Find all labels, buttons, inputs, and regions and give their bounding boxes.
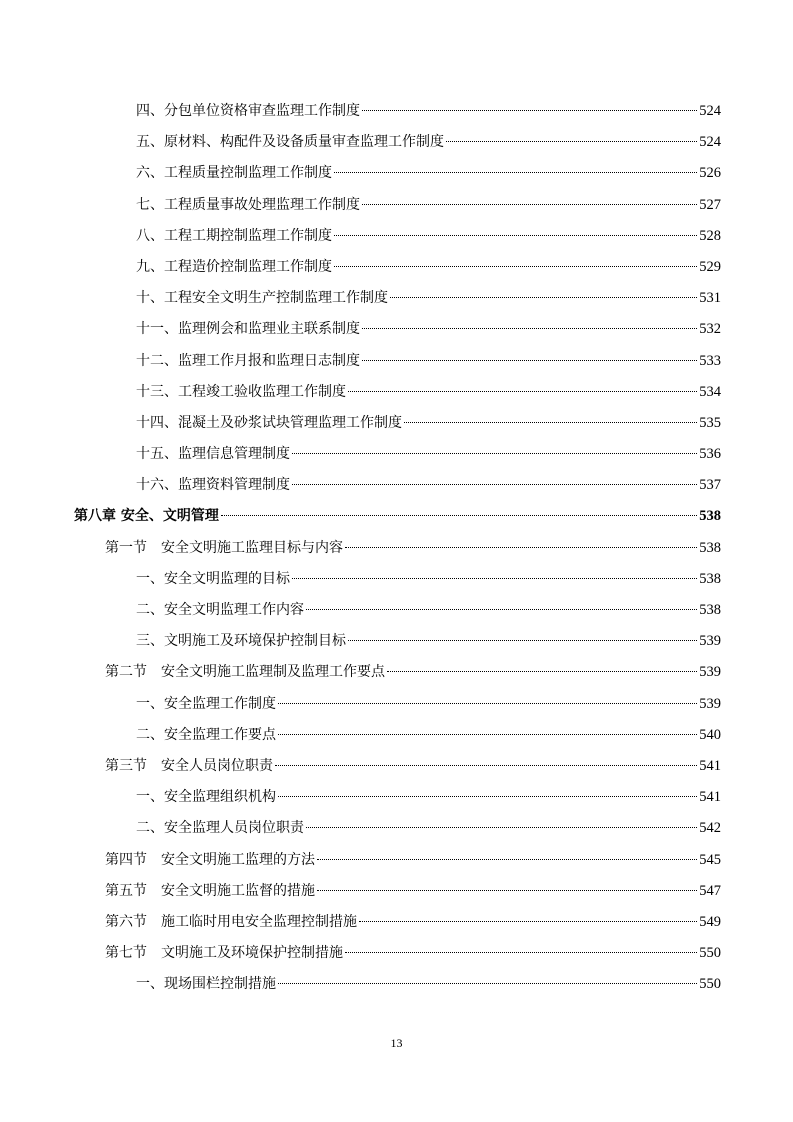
toc-entry-title: 二、安全监理人员岗位职责 [136, 820, 304, 837]
toc-entry[interactable] [0, 845, 793, 876]
toc-entry-page: 537 [699, 477, 721, 494]
toc-entry[interactable] [0, 876, 793, 907]
toc-entry-page: 531 [699, 290, 721, 307]
toc-entry-page: 524 [699, 103, 721, 119]
toc-entry-title: 第三节 安全人员岗位职责 [105, 757, 273, 774]
table-of-contents [0, 96, 793, 1000]
toc-dot-leader [317, 890, 697, 891]
toc-entry[interactable] [0, 813, 793, 844]
toc-entry-page: 534 [699, 383, 721, 400]
toc-dot-leader [317, 859, 697, 860]
toc-entry[interactable] [0, 190, 793, 221]
toc-entry-title: 一、安全文明监理的目标 [136, 570, 290, 587]
toc-entry-page: 524 [699, 134, 721, 151]
toc-entry-title: 第一节 安全文明施工监理目标与内容 [105, 539, 343, 556]
toc-entry-title: 第二节 安全文明施工监理制及监理工作要点 [105, 664, 385, 681]
toc-entry-title: 一、安全监理工作制度 [136, 695, 276, 712]
toc-dot-leader [334, 266, 697, 267]
toc-entry[interactable] [0, 782, 793, 813]
toc-entry-title: 第四节 安全文明施工监理的方法 [105, 851, 315, 868]
toc-entry[interactable] [0, 158, 793, 189]
toc-dot-leader [278, 983, 697, 984]
toc-dot-leader [446, 141, 697, 142]
toc-entry-title: 二、安全文明监理工作内容 [136, 602, 304, 618]
toc-dot-leader [359, 921, 697, 922]
toc-dot-leader [292, 484, 697, 485]
toc-entry[interactable] [0, 938, 793, 969]
toc-entry[interactable] [0, 533, 793, 564]
toc-entry[interactable] [0, 470, 793, 501]
toc-entry-title: 九、工程造价控制监理工作制度 [136, 258, 332, 275]
toc-entry-title: 第八章 安全、文明管理 [74, 508, 219, 525]
toc-entry[interactable] [0, 720, 793, 751]
toc-entry[interactable] [0, 377, 793, 408]
toc-entry-title: 一、安全监理组织机构 [136, 789, 276, 806]
toc-entry-page: 550 [699, 945, 721, 962]
toc-entry-page: 533 [699, 352, 721, 369]
toc-entry[interactable] [0, 252, 793, 283]
toc-entry[interactable] [0, 501, 793, 532]
toc-entry[interactable] [0, 221, 793, 252]
toc-entry-page: 538 [699, 539, 721, 556]
toc-entry-title: 一、现场围栏控制措施 [136, 976, 276, 993]
toc-entry-page: 541 [699, 789, 721, 806]
toc-entry[interactable] [0, 346, 793, 377]
toc-entry-page: 526 [699, 165, 721, 182]
toc-dot-leader [306, 827, 697, 828]
toc-entry-title: 二、安全监理工作要点 [136, 726, 276, 743]
toc-entry-page: 541 [699, 757, 721, 774]
toc-entry-page: 535 [699, 414, 721, 431]
toc-entry-page: 539 [699, 664, 721, 681]
toc-entry-page: 538 [699, 570, 721, 587]
toc-entry-title: 十四、混凝土及砂浆试块管理监理工作制度 [136, 414, 402, 431]
toc-entry[interactable] [0, 564, 793, 595]
toc-entry-title: 十六、监理资料管理制度 [136, 477, 290, 494]
toc-entry-page: 536 [699, 446, 721, 463]
toc-dot-leader [362, 360, 697, 361]
toc-entry-title: 第七节 文明施工及环境保护控制措施 [105, 945, 343, 962]
toc-dot-leader [362, 204, 697, 205]
toc-entry-page: 542 [699, 820, 721, 837]
toc-entry[interactable] [0, 96, 793, 127]
toc-entry-page: 545 [699, 851, 721, 868]
toc-entry-page: 538 [699, 602, 721, 618]
toc-entry-title: 十二、监理工作月报和监理日志制度 [136, 352, 360, 369]
toc-dot-leader [334, 172, 697, 173]
toc-entry[interactable] [0, 595, 793, 626]
toc-dot-leader [306, 609, 697, 610]
toc-dot-leader [278, 796, 697, 797]
toc-entry[interactable] [0, 408, 793, 439]
toc-entry-title: 十、工程安全文明生产控制监理工作制度 [136, 290, 388, 307]
toc-dot-leader [275, 765, 697, 766]
toc-dot-leader [345, 547, 697, 548]
toc-entry-title: 十三、工程竣工验收监理工作制度 [136, 383, 346, 400]
toc-entry-page: 527 [699, 196, 721, 213]
toc-dot-leader [348, 391, 697, 392]
toc-entry-page: 539 [699, 695, 721, 712]
toc-entry-page: 550 [699, 976, 721, 993]
toc-entry-title: 四、分包单位资格审查监理工作制度 [136, 103, 360, 119]
toc-dot-leader [404, 422, 697, 423]
toc-entry-title: 第六节 施工临时用电安全监理控制措施 [105, 913, 357, 930]
toc-entry[interactable] [0, 626, 793, 657]
toc-dot-leader [387, 671, 697, 672]
toc-dot-leader [292, 578, 697, 579]
toc-entry-page: 538 [699, 508, 721, 525]
toc-entry-page: 547 [699, 882, 721, 899]
toc-dot-leader [278, 734, 697, 735]
page-number: 13 [390, 1036, 403, 1050]
toc-entry[interactable] [0, 657, 793, 688]
toc-entry-title: 三、文明施工及环境保护控制目标 [136, 633, 346, 650]
toc-dot-leader [390, 297, 697, 298]
toc-entry-title: 第五节 安全文明施工监督的措施 [105, 882, 315, 899]
toc-entry[interactable] [0, 969, 793, 1000]
toc-entry-title: 十五、监理信息管理制度 [136, 446, 290, 463]
toc-entry[interactable] [0, 751, 793, 782]
toc-entry[interactable] [0, 689, 793, 720]
toc-entry-page: 528 [699, 227, 721, 244]
toc-entry-title: 十一、监理例会和监理业主联系制度 [136, 321, 360, 338]
toc-entry-title: 七、工程质量事故处理监理工作制度 [136, 196, 360, 213]
toc-entry-title: 五、原材料、构配件及设备质量审查监理工作制度 [136, 134, 444, 151]
toc-dot-leader [221, 515, 697, 516]
toc-entry-page: 529 [699, 258, 721, 275]
toc-entry[interactable] [0, 314, 793, 345]
toc-dot-leader [278, 703, 697, 704]
toc-dot-leader [292, 453, 697, 454]
toc-entry-page: 540 [699, 726, 721, 743]
toc-entry[interactable] [0, 127, 793, 158]
toc-dot-leader [362, 110, 697, 111]
toc-entry[interactable] [0, 283, 793, 314]
toc-dot-leader [334, 235, 697, 236]
toc-entry-page: 532 [699, 321, 721, 338]
toc-dot-leader [362, 328, 697, 329]
toc-entry-page: 539 [699, 633, 721, 650]
toc-dot-leader [345, 952, 697, 953]
toc-dot-leader [348, 640, 697, 641]
toc-entry[interactable] [0, 907, 793, 938]
toc-entry-title: 六、工程质量控制监理工作制度 [136, 165, 332, 182]
toc-entry-title: 八、工程工期控制监理工作制度 [136, 227, 332, 244]
toc-entry-page: 549 [699, 913, 721, 930]
toc-entry[interactable] [0, 439, 793, 470]
